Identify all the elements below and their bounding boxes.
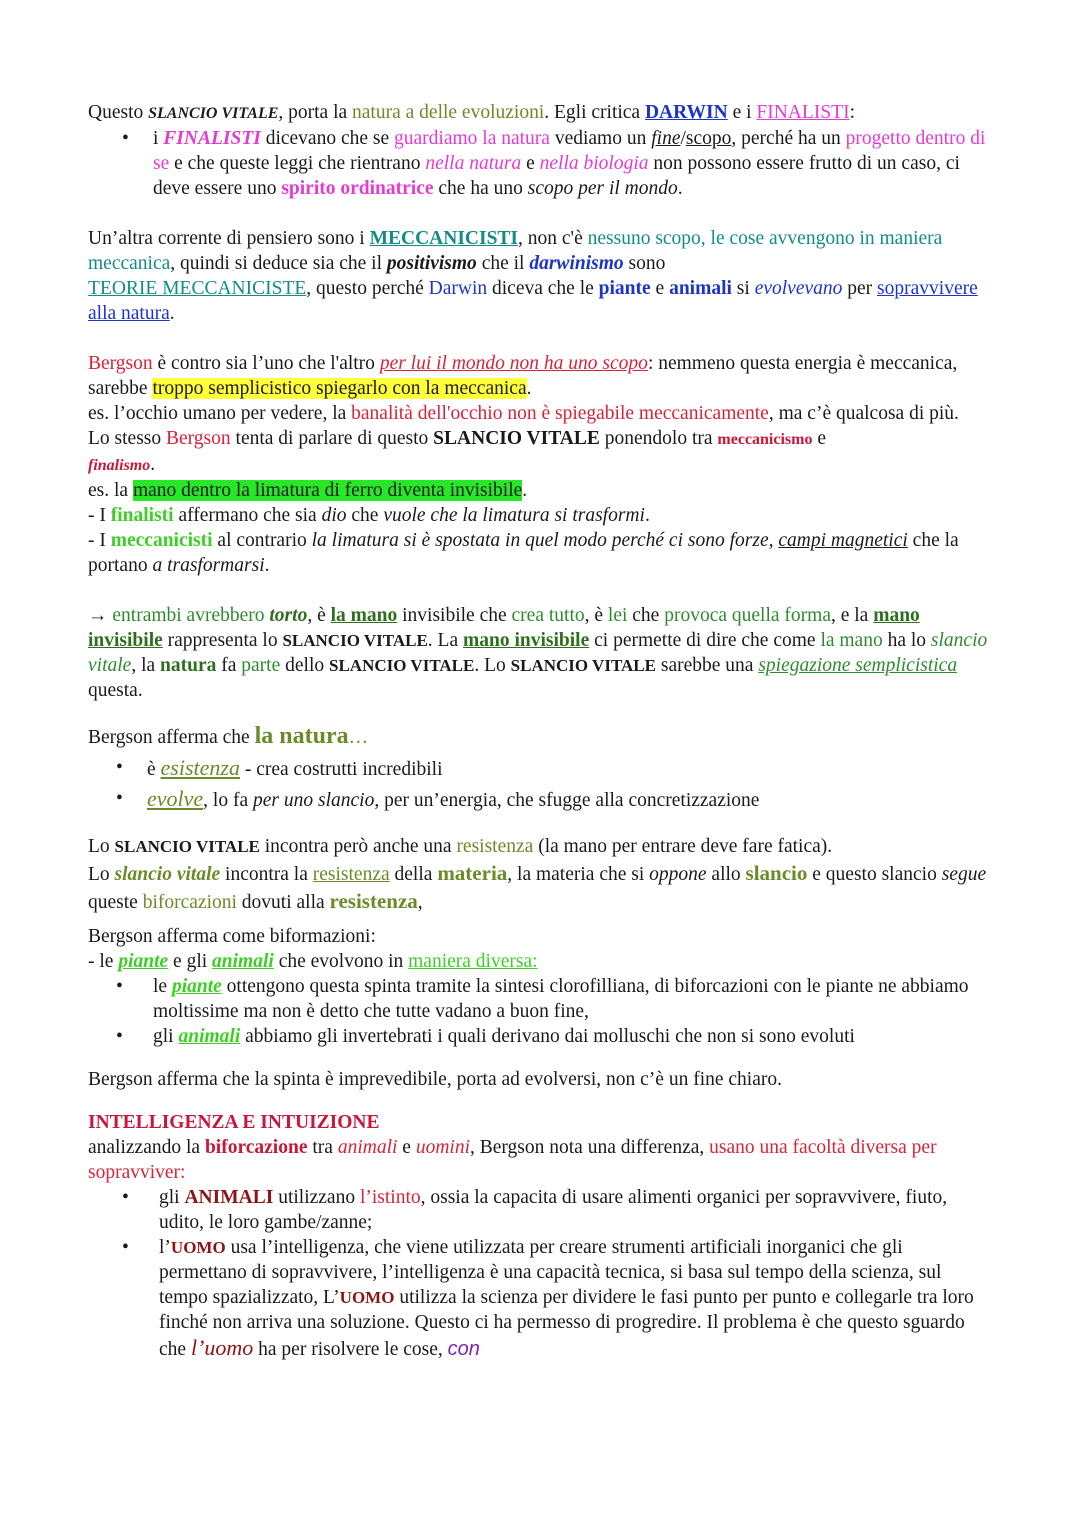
paragraph-resistenza: Lo SLANCIO VITALE incontra però anche una resistenza (la mano per entrare deve fare fatica). bbox=[88, 836, 833, 857]
term-slancio-vitale: SLANCIO VITALE bbox=[148, 105, 279, 122]
term-darwin: DARWIN bbox=[644, 102, 728, 123]
term-finalisti: FINALISTI bbox=[756, 102, 850, 123]
intelligenza-list bbox=[88, 1185, 988, 1362]
document-page: Questo SLANCIO VITALE, porta la natura a delle evoluzioni. Egli critica DARWIN e i FINALISTI: • i FINALISTI dicevano che se guardiamo la natura vediamo un fine/scopo, perché ha un progetto dentro di se e che queste leggi che rientrano nella natura e nella biologia non possono essere frutto di un caso, ci deve essere uno spirito ordinatrice che ha uno scopo per il mondo. Un’altra corrente di pensiero sono i MECCANICISTI, non c'è nessuno scopo, le cose avvengono in maniera meccanica, quindi si deduce sia che il positivismo che il darwinismo sono TEORIE MECCANICISTE, questo perché Darwin diceva che le piante e animali si evolvevano per sopravvivere alla natura. Bergson è contro sia l’uno che l'altro per lui il mondo non ha uno scopo: nemmeno questa energia è meccanica, sarebbe troppo semplicistico spiegarlo con la meccanica. es. l’occhio umano per vedere, la banalità dell'occhio non è spiegabile meccanicamente, ma c’è qualcosa di più. Lo stesso Bergson tenta di parlare di questo SLANCIO VITALE ponendolo tra meccanicismo e finalismo. es. la mano dentro la limatura di ferro diventa invisibile. - I finalisti affermano che sia dio che vuole che la limatura si trasformi. - I meccanicisti al contrario la limatura si è spostata in quel modo perché ci sono forze, campi magnetici che la portano a trasformarsi. → entrambi avrebbero torto, è la mano invisibile che crea tutto, è lei che provoca quella forma, e la mano invisibile rappresenta lo SLANCIO VITALE. La mano invisibile ci permette di dire che come la mano ha lo slancio vitale, la natura fa parte dello SLANCIO VITALE. Lo SLANCIO VITALE sarebbe una spiegazione semplicistica questa. Bergson afferma che la natura… • è esistenza - crea costrutti incredibili • evolve, lo fa per uno slancio, per un’energia, che sfugge alla concretizzazione Lo SLANCIO VITALE incontra però anche una resistenza (la mano per entrare deve fare fatica). Lo slancio vitale incontra la resistenza della materia, la materia che si oppone allo slancio e questo slancio segue queste biforcazioni dovuti alla resistenza, Bergson afferma come biformazioni: - le piante e gli animali che evolvono in maniera diversa: • le piante ottengono questa spinta tramite la sintesi clorofilliana, di biforcazioni con le piante ne abbiamo moltissime ma non è detto che tutte vadano a buon fine, • gli animali abbiamo gli invertebrati i quali derivano dai molluschi che non si sono evoluti Bergson afferma che la spinta è imprevedibile, porta ad evolversi, non c’è un fine chiaro. INTELLIGENZA E INTUIZIONE analizzando la biforcazione tra animali e uomini, Bergson nota una differenza, usano una facoltà diversa per sopravviver: • gli ANIMALI utilizzano l’istinto, ossia la capacita di usare alimenti organici per sopravvivere, fiuto, udito, le loro gambe/zanne; • l’UOMO usa l’intelligenza, che viene utilizzata per creare strumenti artificiali inorganici che gli permettano di sopravvivere, l’intelligenza è una capacità tecnica, si basa sul tempo della scienza, sul tempo spazializzato, L’UOMO utilizza la scienza per dividere le fasi punto per punto e collegarle tra loro finché non arriva una soluzione. Questo ci ha permesso di progredire. Il problema è che questo sguardo che l’uomo ha per risolvere le cose, con bbox=[88, 100, 988, 1362]
list-item: • è esistenza - crea costrutti incredibili bbox=[82, 753, 988, 784]
finalisti-list bbox=[88, 126, 988, 201]
paragraph-intelligenza: analizzando la biforcazione tra animali e uomini, Bergson nota una differenza, usano una facoltà diversa per sopravviver: bbox=[88, 1137, 937, 1183]
paragraph-slancio-intro: Questo SLANCIO VITALE, porta la natura a delle evoluzioni. Egli critica DARWIN e i FINALISTI: bbox=[88, 102, 855, 123]
list-item: • l’UOMO usa l’intelligenza, che viene utilizzata per creare strumenti artificiali inorganici che gli permettano di sopravvivere, l’intelligenza è una capacità tecnica, si basa sul tempo della scienza, sul tempo spazializzato, L’UOMO utilizza la scienza per dividere le fasi punto per punto e collegarle tra loro finché non arriva una soluzione. Questo ci ha permesso di progredire. Il problema è che questo sguardo che l’uomo ha per risolvere le cose, con bbox=[88, 1235, 988, 1362]
natura-list bbox=[82, 753, 988, 815]
list-item: • i FINALISTI dicevano che se guardiamo la natura vediamo un fine/scopo, perché ha un progetto dentro di se e che queste leggi che rientrano nella natura e nella biologia non possono essere frutto di un caso, ci deve essere uno spirito ordinatrice che ha uno scopo per il mondo. bbox=[88, 126, 988, 201]
paragraph-meccanicisti: Un’altra corrente di pensiero sono i MECCANICISTI, non c'è nessuno scopo, le cose avvengono in maniera meccanica, quindi si deduce sia che il positivismo che il darwinismo sono TEORIE MECCANICISTE, questo perché Darwin diceva che le piante e animali si evolvevano per sopravvivere alla natura. bbox=[88, 228, 978, 324]
paragraph-spinta: Bergson afferma che la spinta è imprevedibile, porta ad evolversi, non c’è un fine chiaro. bbox=[88, 1069, 782, 1090]
section-heading: INTELLIGENZA E INTUIZIONE bbox=[88, 1112, 380, 1133]
list-item: • le piante ottengono questa spinta tramite la sintesi clorofilliana, di biforcazioni con le piante ne abbiamo moltissime ma non è detto che tutte vadano a buon fine, bbox=[82, 974, 988, 1024]
biformazioni-list bbox=[82, 974, 988, 1049]
paragraph-mano-invisibile: → entrambi avrebbero torto, è la mano invisibile che crea tutto, è lei che provoca quella forma, e la mano invisibile rappresenta lo SLANCIO VITALE. La mano invisibile ci permette di dire che come la mano ha lo slancio vitale, la natura fa parte dello SLANCIO VITALE. Lo SLANCIO VITALE sarebbe una spiegazione semplicistica questa. bbox=[88, 605, 988, 701]
list-item: • gli ANIMALI utilizzano l’istinto, ossia la capacita di usare alimenti organici per sopravvivere, fiuto, udito, le loro gambe/zanne; bbox=[88, 1185, 988, 1235]
paragraph-bergson-contro: Bergson è contro sia l’uno che l'altro per lui il mondo non ha uno scopo: nemmeno questa energia è meccanica, sarebbe troppo semplicistico spiegarlo con la meccanica. bbox=[88, 353, 958, 399]
paragraph-biformazioni: Bergson afferma come biformazioni: bbox=[88, 926, 376, 947]
list-item: • evolve, lo fa per uno slancio, per un’energia, che sfugge alla concretizzazione bbox=[82, 784, 988, 815]
paragraph-la-natura: Bergson afferma che la natura… bbox=[88, 723, 369, 749]
list-item: • gli animali abbiamo gli invertebrati i quali derivano dai molluschi che non si sono evoluti bbox=[82, 1024, 988, 1049]
